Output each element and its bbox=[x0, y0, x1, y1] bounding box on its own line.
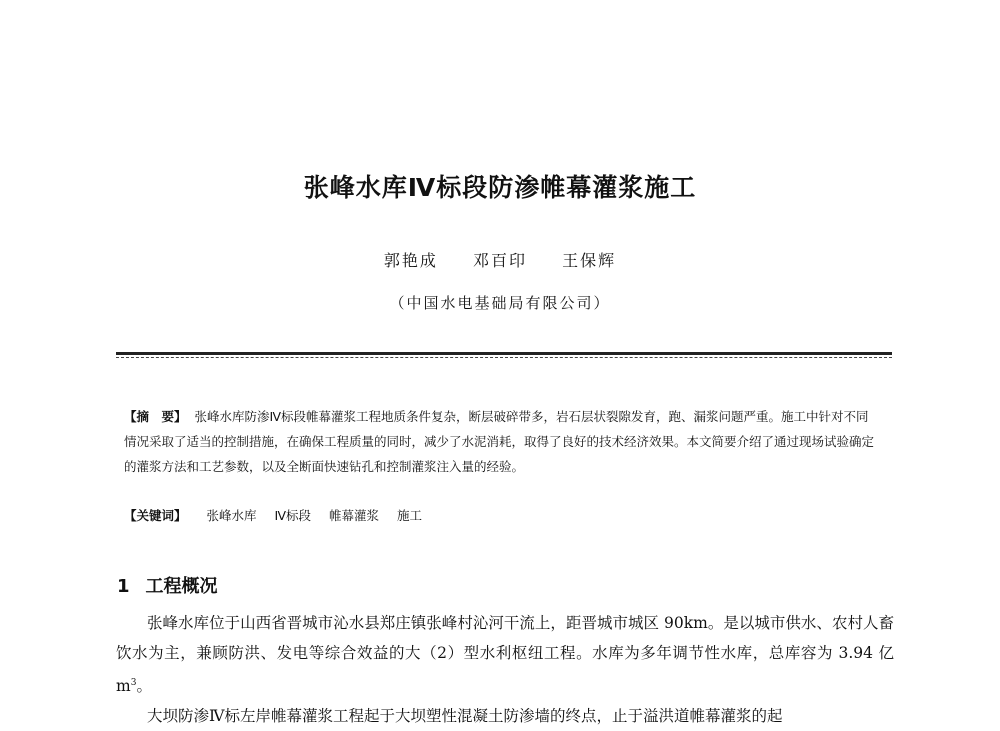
paragraph-text: 张峰水库位于山西省晋城市沁水县郑庄镇张峰村沁河干流上，距晋城市城区 90km。是以城市供水、农村人畜饮水为主，兼顾防洪、发电等综合效益的大（2）型水利枢纽工程。水库为多年调节性水库，总库容为 3.94 亿 m bbox=[116, 614, 894, 696]
abstract-label: 【摘 要】 bbox=[124, 409, 187, 424]
divider-thick-line bbox=[116, 352, 892, 355]
body-text bbox=[116, 608, 894, 731]
author-list bbox=[0, 248, 1000, 271]
keyword: Ⅳ标段 bbox=[274, 508, 312, 523]
author-name: 郭艳成 bbox=[383, 251, 438, 270]
divider-dashed-line bbox=[116, 357, 892, 359]
affiliation: （中国水电基础局有限公司） bbox=[389, 294, 611, 312]
paragraph: 大坝防渗Ⅳ标左岸帷幕灌浆工程起于大坝塑性混凝土防渗墙的终点，止于溢洪道帷幕灌浆的起 bbox=[147, 707, 783, 726]
keyword: 张峰水库 bbox=[206, 508, 257, 523]
section-heading bbox=[117, 572, 218, 598]
keywords bbox=[124, 506, 874, 524]
paper-title: 张峰水库Ⅳ标段防渗帷幕灌浆施工 bbox=[303, 173, 697, 202]
keyword: 施工 bbox=[397, 508, 423, 523]
abstract-text: 张峰水库防渗Ⅳ标段帷幕灌浆工程地质条件复杂，断层破碎带多，岩石层状裂隙发育，跑、漏浆问题严重。施工中针对不同情况采取了适当的控制措施，在确保工程质量的同时，减少了水泥消耗，取得了良好的技术经济效果。本文简要介绍了通过现场试验确定的灌浆方法和工艺参数，以及全断面快速钻孔和控制灌浆注入量的经验。 bbox=[124, 409, 875, 474]
author-name: 邓百印 bbox=[472, 251, 527, 270]
keywords-label: 【关键词】 bbox=[124, 508, 187, 523]
keyword: 帷幕灌浆 bbox=[329, 508, 380, 523]
section-title: 工程概况 bbox=[145, 576, 218, 597]
section-number: 1 bbox=[117, 576, 130, 597]
paragraph-end: 。 bbox=[136, 677, 152, 696]
header-divider bbox=[116, 352, 892, 360]
author-name: 王保辉 bbox=[562, 251, 617, 270]
abstract bbox=[124, 404, 874, 479]
unit-superscript: 3 bbox=[130, 678, 137, 688]
paragraph bbox=[116, 608, 894, 701]
